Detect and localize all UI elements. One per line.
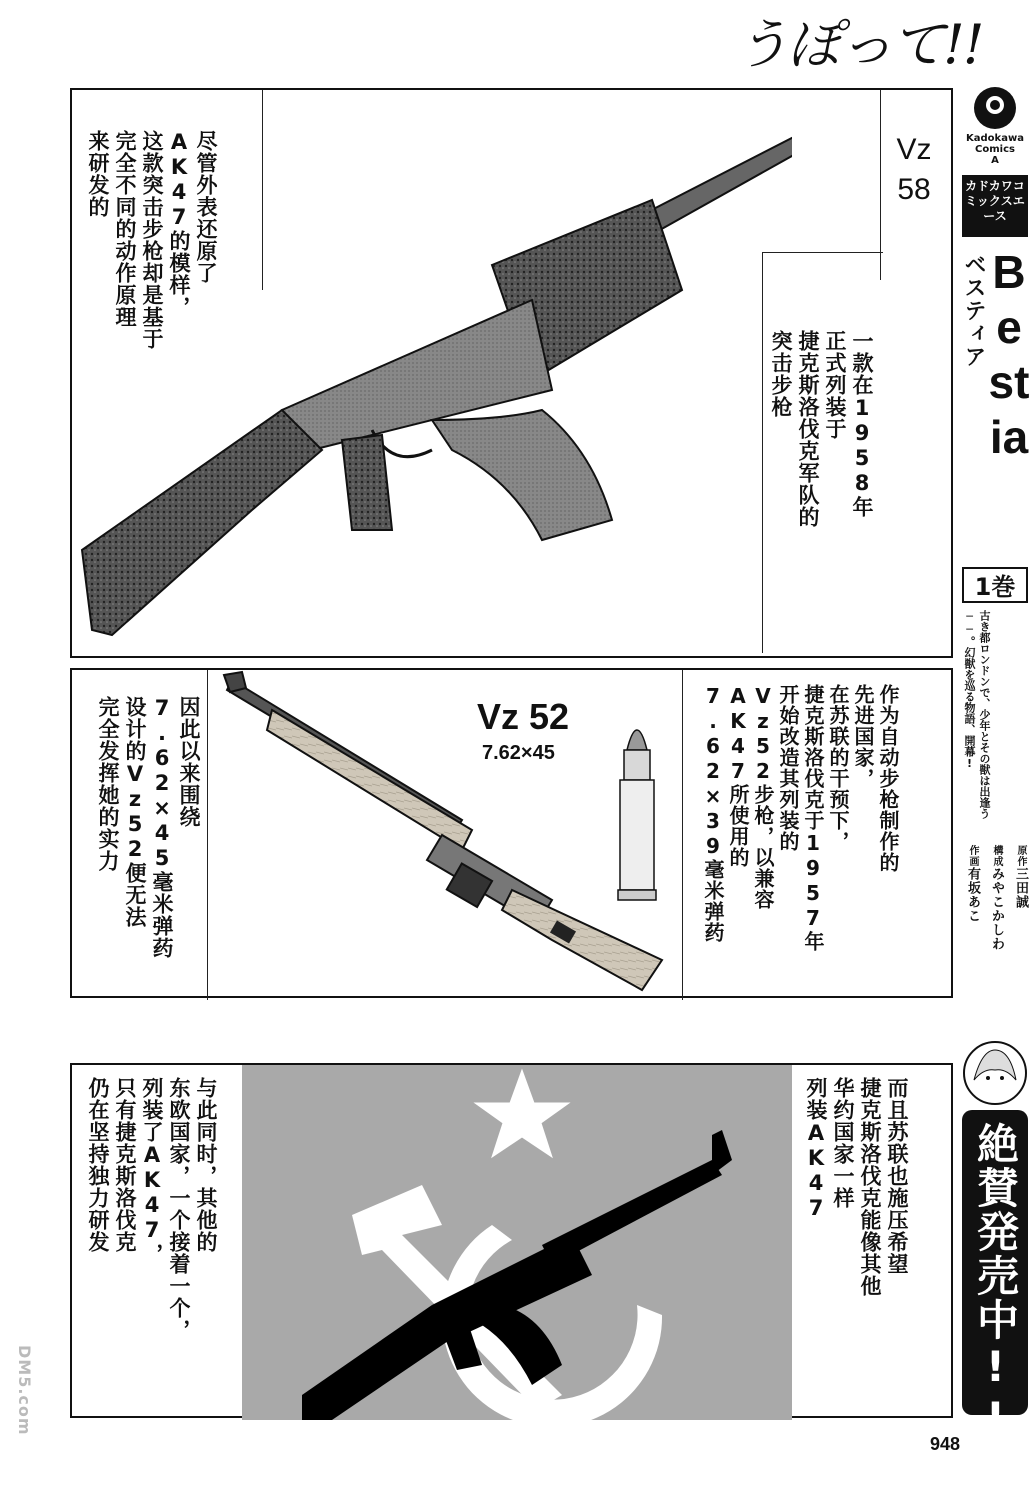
caption-box-right-border xyxy=(682,670,683,1000)
caption-left-line: 列装了AK47， xyxy=(140,1077,164,1265)
caption-right-line: 捷克斯洛伐克能像其他 xyxy=(858,1077,882,1297)
caption-right-line: 捷克斯洛伐克于1957年 xyxy=(801,684,825,952)
credit-art xyxy=(962,845,982,923)
caption-left-line: 东欧国家，一个接着一个， xyxy=(167,1077,191,1341)
caption-right-line: 捷克斯洛伐克军队的 xyxy=(796,330,820,528)
publisher-line: A xyxy=(991,155,999,166)
caption-right xyxy=(700,684,900,952)
caption-right-line: 在苏联的干预下， xyxy=(826,684,850,852)
gun-name-vz52: Vz 52 xyxy=(477,696,570,737)
credit-label: 構成 xyxy=(991,845,1002,867)
sidebar-advertisement xyxy=(958,85,1032,1444)
caption-right-line: 先进国家， xyxy=(851,684,875,789)
credit-original xyxy=(1010,845,1030,909)
caption-right-line: 而且苏联也施压希望 xyxy=(885,1077,909,1275)
caption-left-line: 完全不同的动作原理 xyxy=(113,130,137,328)
cartridge-illustration xyxy=(618,730,656,900)
caption-left-line: 尽管外表还原了 xyxy=(194,130,218,284)
publisher-line: Comics xyxy=(975,144,1015,155)
caption-right-line: AK47所使用的 xyxy=(726,684,750,868)
vz58-rifle-illustration xyxy=(72,90,792,660)
caption-right-line: 正式列装于 xyxy=(823,330,847,440)
caption-left xyxy=(84,1077,219,1341)
watermark-text: DM5.com xyxy=(15,1345,34,1436)
publisher-line: Kadokawa xyxy=(966,133,1024,144)
credits xyxy=(958,845,1032,1035)
title-jp: ベスティア xyxy=(961,253,986,368)
caption-left-line: 完全发挥她的实力 xyxy=(96,696,120,872)
title-en: Bestia xyxy=(988,246,1030,463)
caption-right-line: 突击步枪 xyxy=(769,330,793,418)
caption-left-line: 这款突击步枪却是基于 xyxy=(140,130,164,350)
caption-left-line: 仍在坚持独力研发 xyxy=(86,1077,110,1253)
caption-left-line: 7.62×45毫米弹药 xyxy=(150,696,174,959)
caption-right-line: 一款在1958年 xyxy=(850,330,874,518)
caption-right-line: Vz52步枪，以兼容 xyxy=(751,684,775,910)
page-number: 948 xyxy=(930,1434,961,1454)
kadokawa-crest-icon xyxy=(972,85,1018,131)
on-sale-banner xyxy=(962,1110,1028,1444)
caption-left-line: 因此以来围绕 xyxy=(177,696,201,828)
character-portrait-icon xyxy=(962,1040,1028,1106)
credit-name: みやこかしわ xyxy=(989,867,1004,951)
credit-name: 有坂あこ xyxy=(965,867,980,923)
credit-label: 原作 xyxy=(1015,845,1026,867)
caption-right-line: 作为自动步枪制作的 xyxy=(876,684,900,873)
caption-left-line: AK47的模样， xyxy=(167,130,191,318)
soviet-emblem-background xyxy=(242,1065,802,1420)
vz52-rifle-illustration xyxy=(212,670,682,1000)
credit-name: 三田誠 xyxy=(1013,867,1028,909)
caption-left-line: 只有捷克斯洛伐克 xyxy=(113,1077,137,1253)
blurb: 古き都ロンドンで、少年とその獣は出逢う──。幻獣を巡る物語、開幕! xyxy=(963,610,991,819)
panel-soviet xyxy=(70,1063,953,1418)
credit-structure xyxy=(986,845,1006,951)
on-sale-text: 絶賛発売中!! xyxy=(971,1122,1020,1444)
caption-right-line: 华约国家一样 xyxy=(831,1077,855,1209)
caption-left-line: 来研发的 xyxy=(86,130,110,218)
caption-left-line: 设计的Vz52便无法 xyxy=(123,696,147,928)
caption-right-line: 开始改造其列装的 xyxy=(776,684,800,852)
gun-name-vz58: Vz 58 xyxy=(896,133,932,206)
caption-right-line: 7.62×39毫米弹药 xyxy=(701,684,725,943)
panel-vz52 xyxy=(70,668,953,998)
publisher-text xyxy=(958,133,1032,166)
label-box xyxy=(962,175,1028,237)
label-text: カドカワコミックスエース xyxy=(965,179,1025,223)
caption-right xyxy=(802,1077,910,1297)
site-watermark xyxy=(8,1345,48,1445)
credit-label: 作画 xyxy=(967,845,978,867)
caption-right-line: 列装AK47 xyxy=(804,1077,828,1221)
caption-left xyxy=(94,696,202,959)
panel-vz58 xyxy=(70,88,953,658)
cartridge-label: 7.62×45 xyxy=(482,742,555,764)
series-logo: うぽって!! xyxy=(735,13,983,76)
caption-box-left-border xyxy=(207,670,208,1000)
volume-badge: 1巻 xyxy=(962,567,1028,603)
caption-left-line: 与此同时，其他的 xyxy=(194,1077,218,1253)
